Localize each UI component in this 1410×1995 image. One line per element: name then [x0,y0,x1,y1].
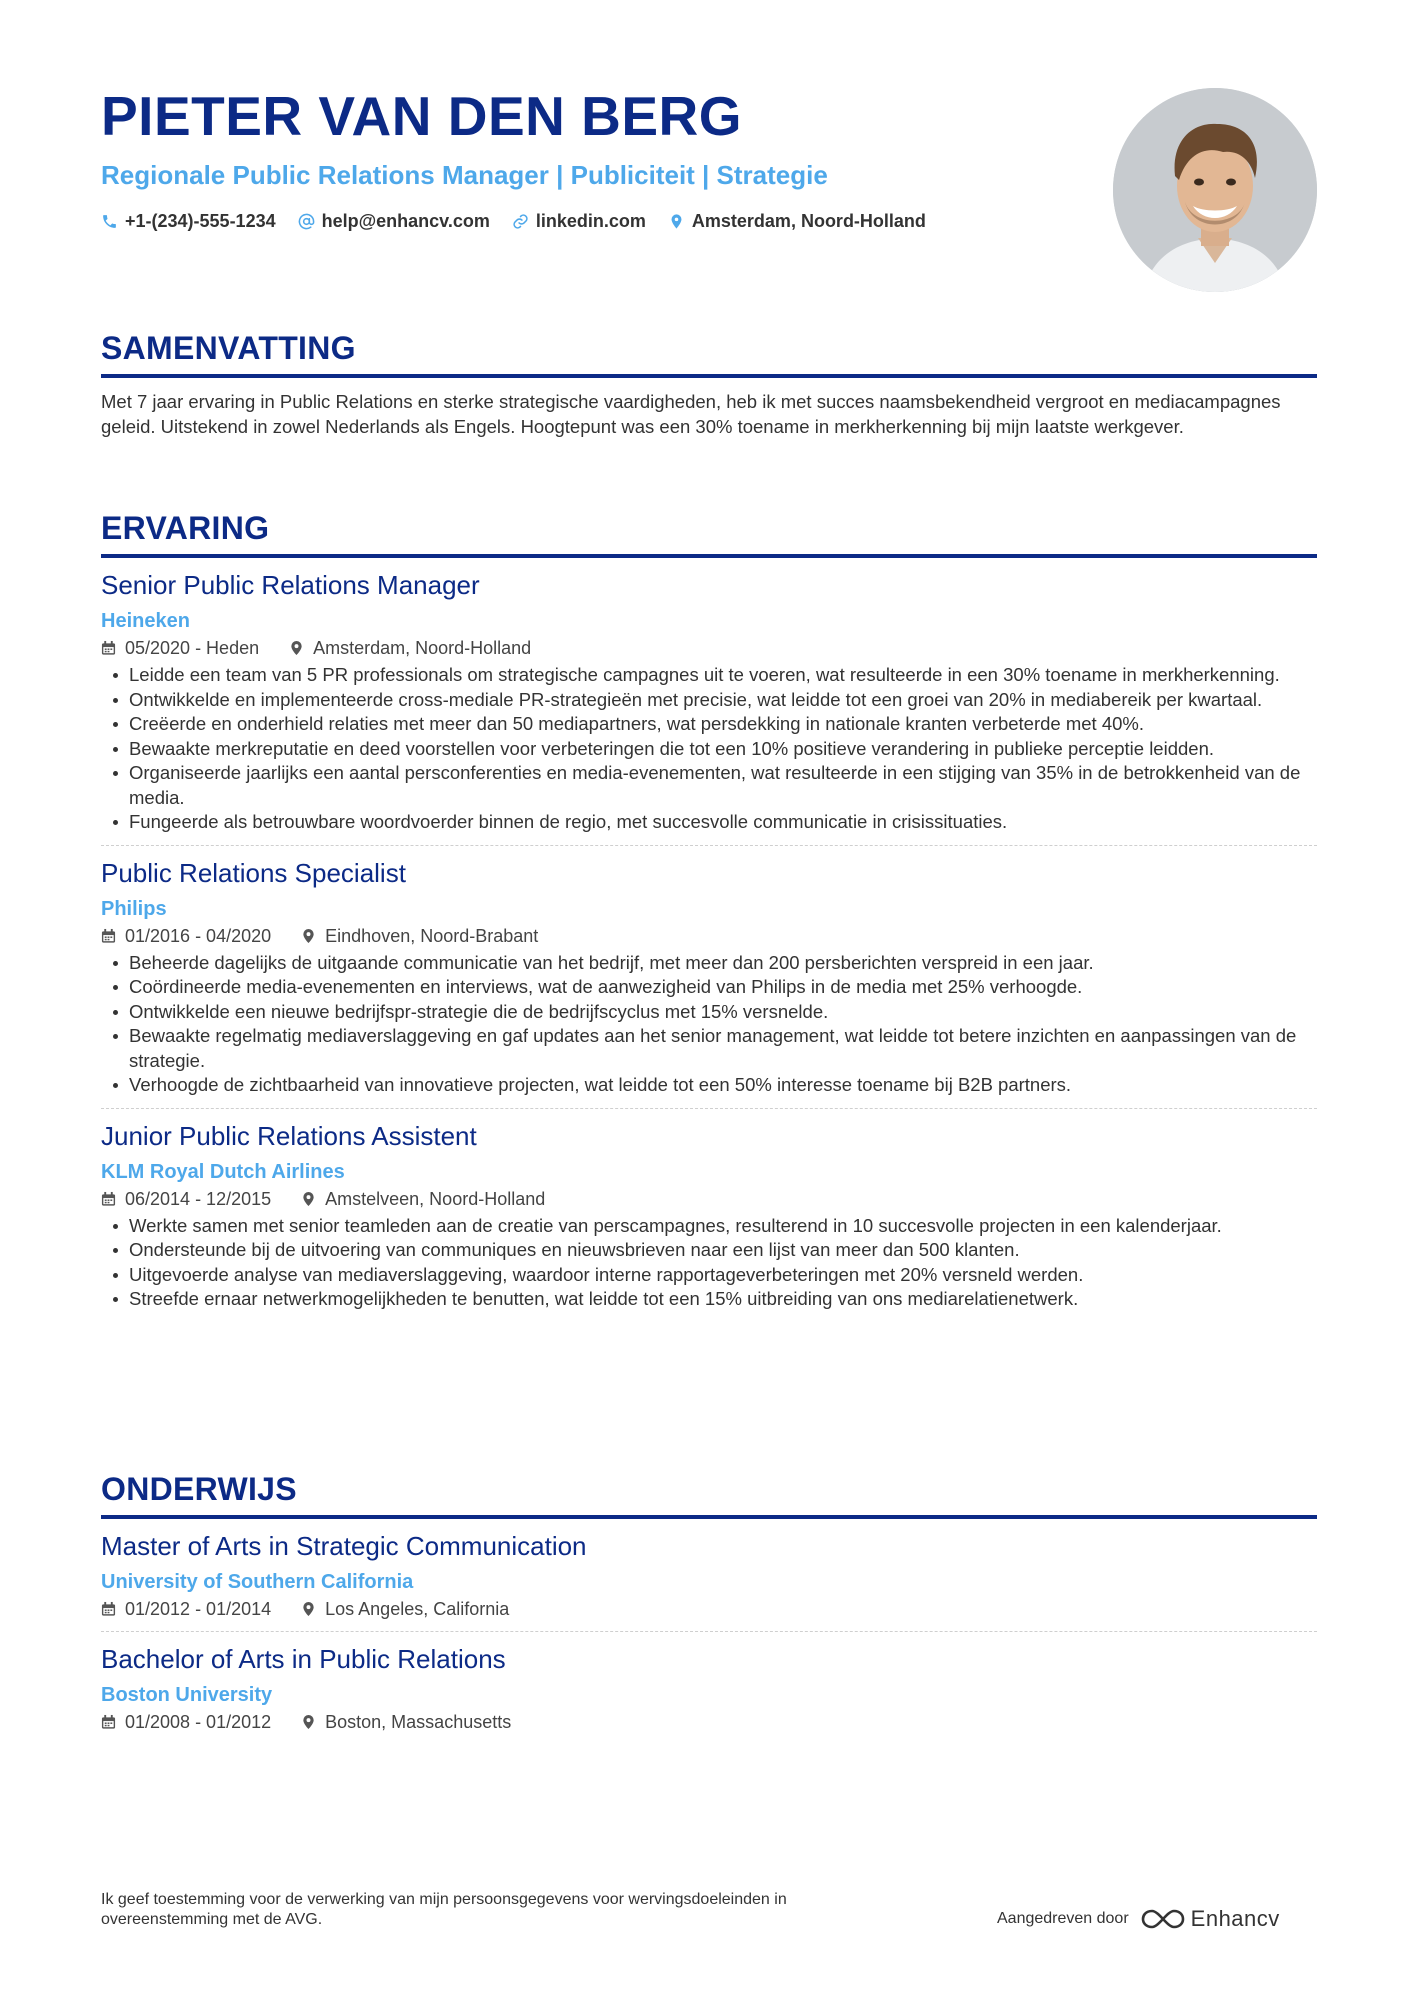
list-item: Leidde een team van 5 PR professionals om strategische campagnes uit te voeren, wat resulteerde in een 30% toename in merkherkenning. [101,663,1317,688]
summary-section [101,328,1317,439]
summary-heading: SAMENVATTING [101,330,356,366]
list-item: Werkte samen met senior teamleden aan de creatie van perscampagnes, resulterend in 10 succesvolle projecten in een kalenderjaar. [101,1214,1317,1239]
date-range: 05/2020 - Heden [125,638,260,658]
company-name: KLM Royal Dutch Airlines [101,1160,345,1183]
job-title: Senior Public Relations Manager [101,570,480,600]
calendar-icon [101,1601,116,1617]
company-name: Philips [101,897,167,920]
powered-by [997,1906,1280,1932]
list-item: Ontwikkelde en implementeerde cross-mediale PR-strategieën met precisie, wat leidde tot een groei van 20% in mediabereik per kwartaal. [101,688,1317,713]
contact-linkedin[interactable] [512,208,646,234]
entry-meta [101,1597,1317,1621]
education-section [101,1469,1317,1734]
date-range: 01/2012 - 01/2014 [125,1599,272,1619]
date-range: 06/2014 - 12/2015 [125,1188,272,1209]
experience-heading: ERVARING [101,510,270,546]
company-name: Heineken [101,610,190,632]
entry-meta [101,636,1317,660]
calendar-icon [101,928,116,944]
section-divider [101,374,1317,378]
list-item: Ondersteunde bij de uitvoering van communiques en nieuwsbrieven naar een lijst van meer dan 500 klanten. [101,1238,1317,1263]
list-item: Creëerde en onderhield relaties met meer dan 50 mediapartners, wat persdekking in nationale kranten verbeterde met 40%. [101,712,1317,737]
profile-photo [1113,88,1317,292]
job-title: Junior Public Relations Assistent [101,1120,477,1151]
contact-phone[interactable] [101,208,276,234]
email-text: help@enhancv.com [321,211,490,231]
list-item: Uitgevoerde analyse van mediaverslaggeving, waardoor interne rapportageverbeteringen met 20% versneld werden. [101,1263,1317,1288]
degree-title: Bachelor of Arts in Public Relations [101,1644,506,1674]
school-location: Boston, Massachusetts [325,1712,512,1732]
experience-entry [101,1109,1317,1312]
avatar-illustration [1113,88,1317,292]
map-pin-icon [301,1714,316,1730]
list-item: Organiseerde jaarlijks een aantal persconferenties en media-evenementen, wat resulteerde in een stijging van 35% in de betrokkenheid van de media. [101,761,1317,810]
experience-section [101,508,1317,1312]
date-range: 01/2016 - 04/2020 [125,925,272,946]
list-item: Coördineerde media-evenementen en interviews, wat de aanwezigheid van Philips in de media met 25% verhoogde. [101,975,1317,1000]
education-heading: ONDERWIJS [101,1471,297,1507]
experience-entry [101,846,1317,1109]
list-item: Streefde ernaar netwerkmogelijkheden te benutten, wat leidde tot een 15% uitbreiding van ons mediarelatienetwerk. [101,1287,1317,1312]
map-pin-icon [289,640,304,656]
infinity-logo-icon [1141,1908,1185,1930]
contact-row [101,208,1101,234]
degree-title: Master of Arts in Strategic Communication [101,1531,587,1561]
education-entry [101,1519,1317,1632]
job-title: Public Relations Specialist [101,857,406,888]
map-pin-icon [301,1601,316,1617]
link-icon [512,213,529,230]
list-item: Beheerde dagelijks de uitgaande communicatie van het bedrijf, met meer dan 200 persberichten verspreid in een jaar. [101,951,1317,976]
job-location: Amstelveen, Noord-Holland [325,1188,546,1209]
job-location: Eindhoven, Noord-Brabant [325,925,539,946]
entry-meta [101,924,1317,948]
school-name: Boston University [101,1684,273,1706]
map-pin-icon [668,213,685,230]
experience-entry [101,558,1317,846]
summary-text: Met 7 jaar ervaring in Public Relations en sterke strategische vaardigheden, heb ik met succes naamsbekendheid vergroot en mediacampagnes geleid. Uitstekend in zowel Nederlands als Engels. Hoogtepunt was een 30% toename in merkherkenning bij mijn laatste werkgever. [101,391,1281,437]
contact-email[interactable] [298,208,490,234]
education-entry [101,1632,1317,1734]
entry-meta [101,1187,1317,1211]
list-item: Bewaakte regelmatig mediaverslaggeving en gaf updates aan het senior management, wat leidde tot betere inzichten en aanpassingen van de strategie. [101,1024,1317,1073]
gdpr-consent-note: Ik geef toestemming voor de verwerking van mijn persoonsgegevens voor wervingsdoeleinden in overeenstemming met de AVG. [101,1891,787,1928]
resume-header [101,82,1101,234]
enhancv-logo[interactable] [1141,1906,1280,1932]
phone-icon [101,213,118,230]
entry-meta [101,1710,1317,1734]
list-item: Verhoogde de zichtbaarheid van innovatieve projecten, wat leidde tot een 50% interesse toename bij B2B partners. [101,1073,1317,1098]
list-item: Fungeerde als betrouwbare woordvoerder binnen de regio, met succesvolle communicatie in crisissituaties. [101,810,1317,835]
school-name: University of Southern California [101,1571,414,1593]
calendar-icon [101,1191,116,1207]
list-item: Ontwikkelde een nieuwe bedrijfspr-strategie die de bedrijfscyclus met 15% versnelde. [101,1000,1317,1025]
job-location: Amsterdam, Noord-Holland [313,638,532,658]
brand-name: Enhancv [1190,1906,1280,1931]
calendar-icon [101,640,116,656]
achievement-list [101,663,1317,835]
calendar-icon [101,1714,116,1730]
candidate-name: PIETER VAN DEN BERG [101,85,743,147]
at-sign-icon [298,213,315,230]
achievement-list [101,951,1317,1098]
contact-location [668,208,926,234]
phone-text: +1-(234)-555-1234 [125,211,276,231]
map-pin-icon [301,928,316,944]
powered-by-label: Aangedreven door [997,1910,1129,1927]
date-range: 01/2008 - 01/2012 [125,1712,272,1732]
location-text: Amsterdam, Noord-Holland [691,211,926,231]
map-pin-icon [301,1191,316,1207]
school-location: Los Angeles, California [325,1599,510,1619]
linkedin-text: linkedin.com [535,211,646,231]
achievement-list [101,1214,1317,1312]
list-item: Bewaakte merkreputatie en deed voorstellen voor verbeteringen die tot een 10% positieve verandering in publieke perceptie leidden. [101,737,1317,762]
candidate-headline: Regionale Public Relations Manager | Publiciteit | Strategie [101,160,828,190]
